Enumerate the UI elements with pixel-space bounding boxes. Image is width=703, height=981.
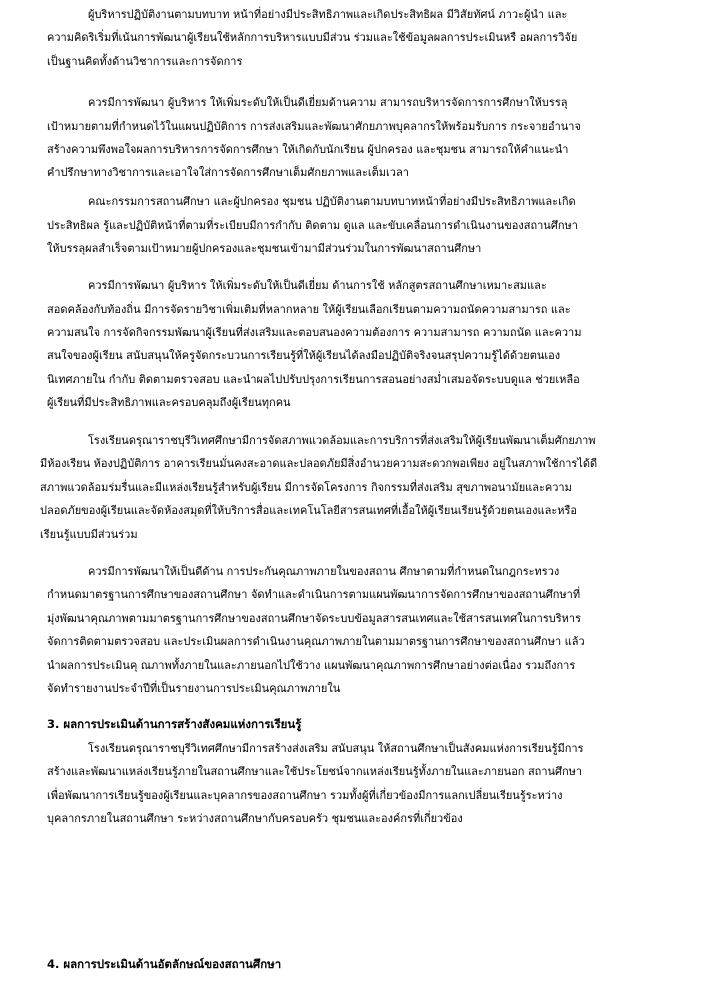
paragraph-5-line-5: เรียนรู้แบบมีส่วนร่วม: [40, 528, 138, 541]
section-3-line-1: โรงเรียนดรุณาราชบุรีวิเทศศึกษามีการสร้างส่งเสริม สนับสนุน ให้สถานศึกษาเป็นสังคมแห่งการเรียนรู้มีการ: [88, 742, 584, 755]
section-3-heading: 3. ผลการประเมินด้านการสร้างสังคมแห่งการเรียนรู้: [47, 717, 302, 731]
paragraph-3-line-2: ประสิทธิผล รู้และปฏิบัติหน้าที่ตามที่ระเบียบมีการกำกับ ติดตาม ดูแล และขับเคลื่อนการดำเนินงานของสถานศึกษา: [47, 219, 578, 232]
section-3-line-2: สร้างและพัฒนาแหล่งเรียนรู้ภายในสถานศึกษาและใช้ประโยชน์จากแหล่งเรียนรู้ทั้งภายในและภายนอก สถานศึกษา: [47, 765, 583, 778]
paragraph-4-line-4: สนใจของผู้เรียน สนับสนุนให้ครูจัดกระบวนการเรียนรู้ที่ให้ผู้เรียนได้ลงมือปฏิบัติจริงจนสรุปความรู้ได้ด้วยตนเอง: [47, 349, 561, 362]
paragraph-2-line-2: เป้าหมายตามที่กำหนดไว้ในแผนปฏิบัติการ การส่งเสริมและพัฒนาศักยภาพบุคลากรให้พร้อมรับการ กระจายอำนาจ: [47, 120, 581, 133]
paragraph-1-line-3: เป็นฐานคิดทั้งด้านวิชาการและการจัดการ: [47, 55, 243, 68]
paragraph-6-line-3: มุ่งพัฒนาคุณภาพตามมาตรฐานการศึกษาของสถานศึกษาจัดระบบข้อมูลสารสนเทศและใช้สารสนเทศในการบริหาร: [47, 612, 581, 625]
section-3-line-4: บุคลากรภายในสถานศึกษา ระหว่างสถานศึกษากับครอบครัว ชุมชนและองค์กรที่เกี่ยวข้อง: [47, 812, 463, 825]
paragraph-2-line-4: คำปรึกษาทางวิชาการและเอาใจใส่การจัดการศึกษาเต็มศักยภาพและเต็มเวลา: [47, 166, 409, 179]
paragraph-6-line-4: จัดการติดตามตรวจสอบ และประเมินผลการดำเนินงานคุณภาพภายในตามมาตรฐานการศึกษาของสถานศึกษา แล้ว: [47, 635, 585, 648]
paragraph-5-line-1: โรงเรียนดรุณาราชบุรีวิเทศศึกษามีการจัดสภาพแวดล้อมและการบริการที่ส่งเสริมให้ผู้เรียนพัฒนาเต็มศักยภาพ: [88, 434, 596, 447]
paragraph-6-line-2: กำหนดมาตรฐานการศึกษาของสถานศึกษา จัดทำและดำเนินการตามแผนพัฒนาการจัดการศึกษาของสถานศึกษาที่: [47, 588, 581, 601]
paragraph-5-line-4: ปลอดภัยของผู้เรียนและจัดห้องสมุดที่ให้บริการสื่อและเทคโนโลยีสารสนเทศที่เอื้อให้ผู้เรียนเรียนรู้ด้วยตนเองและหรือ: [40, 504, 578, 517]
paragraph-4-line-2: สอดคล้องกับท้องถิ่น มีการจัดรายวิชาเพิ่มเติมที่หลากหลาย ให้ผู้เรียนเลือกเรียนตามความถนัดความสามารถ และ: [47, 303, 571, 316]
paragraph-6-line-1: ควรมีการพัฒนาให้เป็นดีด้าน การประกันคุณภาพภายในของสถาน ศึกษาตามที่กำหนดในกฎกระทรวง: [88, 565, 560, 578]
paragraph-3-line-3: ให้บรรลุผลสำเร็จตามเป้าหมายผู้ปกครองและชุมชนเข้ามามีส่วนร่วมในการพัฒนาสถานศึกษา: [47, 242, 482, 255]
paragraph-4-line-1: ควรมีการพัฒนา ผู้บริหาร ให้เพิ่มระดับให้เป็นดีเยี่ยม ด้านการใช้ หลักสูตรสถานศึกษาเหมาะสมและ: [88, 279, 547, 292]
paragraph-2-line-1: ควรมีการพัฒนา ผู้บริหาร ให้เพิ่มระดับให้เป็นดีเยี่ยมด้านความ สามารถบริหารจัดการการศึกษาให้บรรลุ: [88, 96, 568, 109]
paragraph-4-line-6: ผู้เรียนที่มีประสิทธิภาพและครอบคลุมถึงผู้เรียนทุกคน: [47, 396, 291, 409]
paragraph-5-line-3: สภาพแวดล้อมร่มรื่นและมีแหล่งเรียนรู้สำหรับผู้เรียน มีการจัดโครงการ กิจกรรมที่ส่งเสริม สุขภาพอนามัยและความ: [40, 481, 572, 494]
paragraph-4-line-5: นิเทศภายใน กำกับ ติดตามตรวจสอบ และนำผลไปปรับปรุงการเรียนการสอนอย่างสม่ำเสมอจัดระบบดูแล ช่วยเหลือ: [47, 373, 580, 386]
section-4-heading: 4. ผลการประเมินด้านอัตลักษณ์ของสถานศึกษา: [47, 957, 282, 971]
paragraph-3-line-1: คณะกรรมการสถานศึกษา และผู้ปกครอง ชุมชน ปฏิบัติงานตามบทบาทหน้าที่อย่างมีประสิทธิภาพและเกิด: [88, 195, 576, 208]
paragraph-1-line-1: ผู้บริหารปฏิบัติงานตามบทบาท หน้าที่อย่างมีประสิทธิภาพและเกิดประสิทธิผล มีวิสัยทัศน์ ภาวะผู้นำ และ: [88, 8, 568, 21]
paragraph-5-line-2: มีห้องเรียน ห้องปฏิบัติการ อาคารเรียนมั่นคงสะอาดและปลอดภัยมีสิ่งอำนวยความสะดวกพอเพียง อยู่ในสภาพใช้การได้ดี: [40, 457, 598, 470]
paragraph-4-line-3: ความสนใจ การจัดกิจกรรมพัฒนาผู้เรียนที่ส่งเสริมและตอบสนองความต้องการ ความสามารถ ความถนัด และความ: [47, 326, 582, 339]
paragraph-1-line-2: ความคิดริเริ่มที่เน้นการพัฒนาผู้เรียนใช้หลักการบริหารแบบมีส่วน ร่วมและใช้ข้อมูลผลการประเมินหรื อผลการวิจัย: [47, 31, 578, 44]
paragraph-2-line-3: สร้างความพึงพอใจผลการบริหารการจัดการศึกษา ให้เกิดกับนักเรียน ผู้ปกครอง และชุมชน สามารถให้คำแนะนำ: [47, 143, 569, 156]
paragraph-6-line-5: นำผลการประเมินคุ ณภาพทั้งภายในและภายนอกไปใช้วาง แผนพัฒนาคุณภาพการศึกษาอย่างต่อเนื่อง รวมถึงการ: [47, 659, 576, 672]
paragraph-6-line-6: จัดทำรายงานประจำปีที่เป็นรายงานการประเมินคุณภาพภายใน: [47, 682, 341, 695]
section-3-line-3: เพื่อพัฒนาการเรียนรู้ของผู้เรียนและบุคลากรของสถานศึกษา รวมทั้งผู้ที่เกี่ยวข้องมีการแลกเปลี่ยนเรียนรู้ระหว่าง: [47, 789, 563, 802]
